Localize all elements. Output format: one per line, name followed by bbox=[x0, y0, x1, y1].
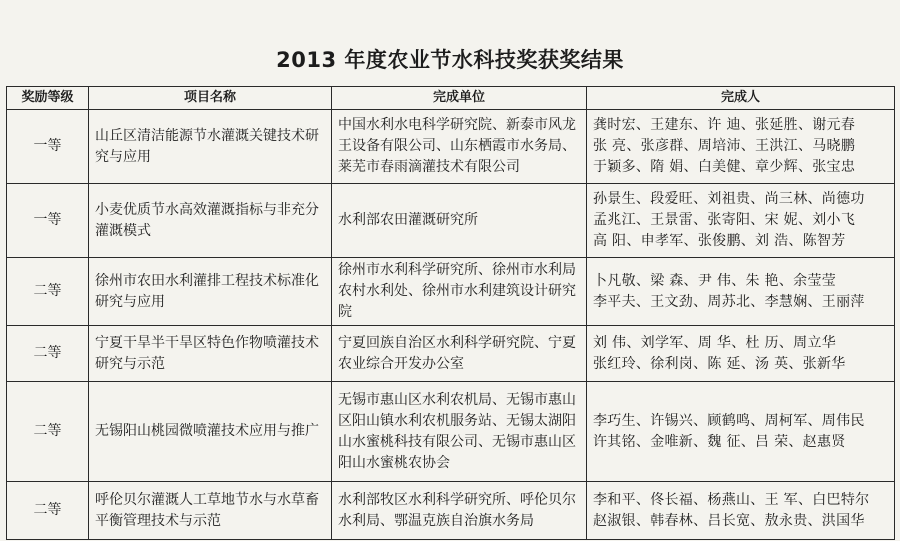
completers-line: 赵淑银、韩春林、吕长宽、敖永贵、洪国华 bbox=[593, 512, 865, 529]
award-grade: 二等 bbox=[7, 258, 89, 326]
completers bbox=[587, 110, 895, 184]
table-row bbox=[7, 382, 895, 482]
table-row bbox=[7, 110, 895, 184]
completers-line: 许其铭、金唯新、魏 征、吕 荣、赵惠贤 bbox=[593, 433, 846, 450]
table-header-row bbox=[7, 87, 895, 110]
completers-line: 刘 伟、刘学军、周 华、杜 历、周立华 bbox=[593, 334, 837, 351]
completers-line: 于颖多、隋 娟、白美健、章少辉、张宝忠 bbox=[593, 159, 856, 175]
column-header-project: 项目名称 bbox=[89, 87, 332, 110]
column-header-people: 完成人 bbox=[587, 87, 895, 110]
table-row bbox=[7, 482, 895, 540]
completers-line: 孙景生、段爱旺、刘祖贵、尚三林、尚德功 bbox=[593, 191, 865, 207]
completers bbox=[587, 382, 895, 482]
completing-unit: 徐州市水利科学研究所、徐州市水利局农村水利处、徐州市水利建筑设计研究院 bbox=[332, 258, 587, 326]
column-header-unit: 完成单位 bbox=[332, 87, 587, 110]
completers-line: 孟兆江、王景雷、张寄阳、宋 妮、刘小飞 bbox=[593, 212, 856, 228]
completers-line: 张 亮、张彦群、周培沛、王洪江、马晓鹏 bbox=[593, 138, 856, 154]
completers bbox=[587, 184, 895, 258]
completers-line: 张红玲、徐利岗、陈 延、汤 英、张新华 bbox=[593, 355, 846, 372]
project-name: 无锡阳山桃园微喷灌技术应用与推广 bbox=[89, 382, 332, 482]
completers-line: 高 阳、申孝军、张俊鹏、刘 浩、陈智芳 bbox=[593, 233, 846, 249]
table-row bbox=[7, 326, 895, 382]
project-name: 徐州市农田水利灌排工程技术标准化研究与应用 bbox=[89, 258, 332, 326]
table-row bbox=[7, 258, 895, 326]
award-grade: 一等 bbox=[7, 110, 89, 184]
project-name: 宁夏干旱半干旱区特色作物喷灌技术研究与示范 bbox=[89, 326, 332, 382]
award-grade: 二等 bbox=[7, 482, 89, 540]
column-header-grade: 奖励等级 bbox=[7, 87, 89, 110]
completers bbox=[587, 482, 895, 540]
award-grade: 二等 bbox=[7, 382, 89, 482]
award-grade: 一等 bbox=[7, 184, 89, 258]
completers bbox=[587, 326, 895, 382]
completing-unit: 水利部农田灌溉研究所 bbox=[332, 184, 587, 258]
completing-unit: 无锡市惠山区水利农机局、无锡市惠山区阳山镇水利农机服务站、无锡太湖阳山水蜜桃科技有限公司、无锡市惠山区阳山水蜜桃农协会 bbox=[332, 382, 587, 482]
completers-line: 卜凡敬、梁 森、尹 伟、朱 艳、余莹莹 bbox=[593, 272, 837, 289]
completers-line: 李和平、佟长福、杨燕山、王 军、白巴特尔 bbox=[593, 491, 870, 508]
project-name: 山丘区清洁能源节水灌溉关键技术研究与应用 bbox=[89, 110, 332, 184]
completers bbox=[587, 258, 895, 326]
award-grade: 二等 bbox=[7, 326, 89, 382]
project-name: 呼伦贝尔灌溉人工草地节水与水草畜平衡管理技术与示范 bbox=[89, 482, 332, 540]
page-title: 2013 年度农业节水科技奖获奖结果 bbox=[276, 48, 624, 72]
completing-unit: 中国水利水电科学研究院、新泰市风龙王设备有限公司、山东栖霞市水务局、莱芜市春雨滴灌技术有限公司 bbox=[332, 110, 587, 184]
completing-unit: 宁夏回族自治区水利科学研究院、宁夏农业综合开发办公室 bbox=[332, 326, 587, 382]
completers-line: 龚时宏、王建东、许 迪、张延胜、谢元春 bbox=[593, 117, 856, 133]
table-row bbox=[7, 184, 895, 258]
project-name: 小麦优质节水高效灌溉指标与非充分灌溉模式 bbox=[89, 184, 332, 258]
completing-unit: 水利部牧区水利科学研究所、呼伦贝尔水利局、鄂温克族自治旗水务局 bbox=[332, 482, 587, 540]
completers-line: 李平夫、王文劲、周苏北、李慧娴、王丽萍 bbox=[593, 293, 865, 310]
awards-table bbox=[6, 86, 895, 540]
completers-line: 李巧生、许锡兴、顾鹤鸣、周柯军、周伟民 bbox=[593, 412, 865, 429]
